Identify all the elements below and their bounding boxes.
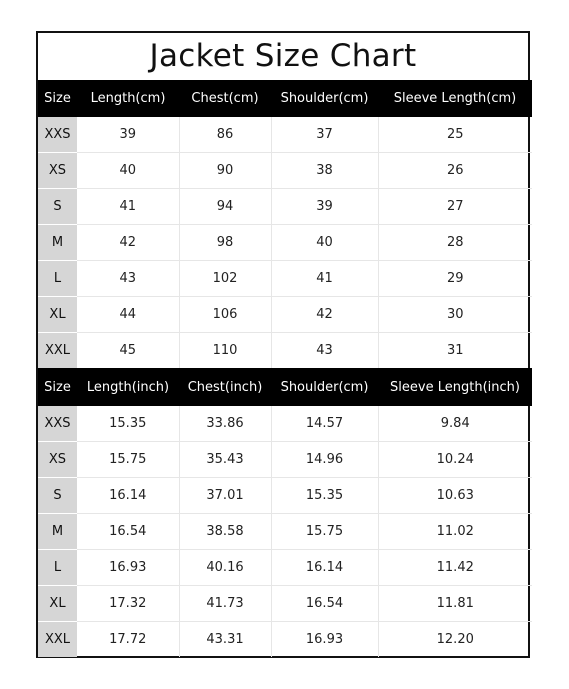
cell-shoulder: 38 <box>271 153 378 189</box>
cell-sleeve-length: 11.02 <box>378 514 532 550</box>
cell-size: L <box>38 261 77 297</box>
header-shoulder: Shoulder(cm) <box>271 80 378 117</box>
cell-shoulder: 42 <box>271 297 378 333</box>
header-sleeve-length: Sleeve Length(cm) <box>378 80 532 117</box>
cell-sleeve-length: 29 <box>378 261 532 297</box>
header-shoulder: Shoulder(cm) <box>271 368 378 406</box>
cm-header-row <box>38 80 532 117</box>
cell-size: XXS <box>38 117 77 153</box>
cell-sleeve-length: 27 <box>378 189 532 225</box>
header-length: Length(inch) <box>77 368 179 406</box>
cell-length: 43 <box>77 261 179 297</box>
cell-chest: 98 <box>179 225 271 261</box>
cell-size: S <box>38 478 77 514</box>
table-row <box>38 153 532 189</box>
cell-length: 15.35 <box>77 406 179 442</box>
cell-chest: 102 <box>179 261 271 297</box>
cell-sleeve-length: 12.20 <box>436 632 474 647</box>
cell-shoulder: 37 <box>271 117 378 153</box>
cell-shoulder: 15.75 <box>271 514 378 550</box>
cell-chest: 43.31 <box>179 622 271 658</box>
cell-chest: 35.43 <box>179 442 271 478</box>
cell-shoulder: 16.54 <box>271 586 378 622</box>
cell-size: XS <box>38 442 77 478</box>
cell-size: XL <box>38 586 77 622</box>
cell-sleeve-length: 26 <box>378 153 532 189</box>
cell-chest: 41.73 <box>179 586 271 622</box>
cell-length: 16.54 <box>77 514 179 550</box>
cell-shoulder: 14.57 <box>271 406 378 442</box>
cell-length: 16.93 <box>77 550 179 586</box>
cell-sleeve-length: 10.24 <box>378 442 532 478</box>
table-row <box>38 225 532 261</box>
table-row <box>38 297 532 333</box>
cell-sleeve-length: 31 <box>446 343 464 358</box>
cell-sleeve-length: 9.84 <box>378 406 532 442</box>
cell-chest: 40.16 <box>179 550 271 586</box>
header-chest: Chest(cm) <box>179 80 271 117</box>
cm-table-body <box>38 117 532 368</box>
chart-title: Jacket Size Chart <box>149 38 417 74</box>
header-size: Size <box>38 368 77 406</box>
cell-sleeve-length: 10.63 <box>378 478 532 514</box>
size-chart <box>36 31 530 658</box>
cell-shoulder: 39 <box>271 189 378 225</box>
table-row <box>38 261 532 297</box>
cell-size: L <box>38 550 77 586</box>
cell-chest: 110 <box>179 333 271 369</box>
header-length: Length(cm) <box>77 80 179 117</box>
table-row <box>38 478 532 514</box>
cell-sleeve-length: 25 <box>378 117 532 153</box>
cell-sleeve-length: 11.42 <box>378 550 532 586</box>
table-row <box>38 117 532 153</box>
cm-size-table <box>38 80 532 368</box>
cell-shoulder: 16.14 <box>271 550 378 586</box>
cell-shoulder: 14.96 <box>271 442 378 478</box>
cell-size: M <box>38 514 77 550</box>
cell-size: XXS <box>38 406 77 442</box>
cell-chest: 37.01 <box>179 478 271 514</box>
cell-sleeve-length: 28 <box>378 225 532 261</box>
cell-chest: 106 <box>179 297 271 333</box>
cell-shoulder: 15.35 <box>271 478 378 514</box>
cell-size: XXL <box>38 622 77 658</box>
cell-size: XXL <box>38 333 77 369</box>
inch-table-body <box>38 406 532 657</box>
cell-shoulder: 41 <box>271 261 378 297</box>
cell-length: 17.72 <box>77 622 179 658</box>
cell-chest: 90 <box>179 153 271 189</box>
cell-shoulder: 43 <box>271 333 378 369</box>
table-row <box>38 189 532 225</box>
cell-size: S <box>38 189 77 225</box>
cell-length: 44 <box>77 297 179 333</box>
cell-shoulder: 16.93 <box>271 622 378 658</box>
cell-length: 39 <box>77 117 179 153</box>
table-row <box>38 550 532 586</box>
table-row <box>38 442 532 478</box>
table-row <box>38 514 532 550</box>
cell-chest: 86 <box>179 117 271 153</box>
cell-sleeve-length: 30 <box>378 297 532 333</box>
inch-size-table <box>38 368 532 657</box>
cell-sleeve-length: 11.81 <box>378 586 532 622</box>
table-row <box>38 622 532 658</box>
cell-size: M <box>38 225 77 261</box>
table-row <box>38 333 532 369</box>
cell-length: 16.14 <box>77 478 179 514</box>
table-row <box>38 406 532 442</box>
cell-length: 15.75 <box>77 442 179 478</box>
cell-size: XS <box>38 153 77 189</box>
header-chest: Chest(inch) <box>179 368 271 406</box>
cell-chest: 38.58 <box>179 514 271 550</box>
cell-shoulder: 40 <box>271 225 378 261</box>
cell-chest: 94 <box>179 189 271 225</box>
cell-length: 41 <box>77 189 179 225</box>
cell-length: 42 <box>77 225 179 261</box>
header-size: Size <box>38 80 77 117</box>
cell-length: 17.32 <box>77 586 179 622</box>
cell-length: 40 <box>77 153 179 189</box>
cell-length: 45 <box>77 333 179 369</box>
inch-header-row <box>38 368 532 406</box>
cell-size: XL <box>38 297 77 333</box>
table-row <box>38 586 532 622</box>
cell-chest: 33.86 <box>179 406 271 442</box>
header-sleeve-length: Sleeve Length(inch) <box>378 368 532 406</box>
